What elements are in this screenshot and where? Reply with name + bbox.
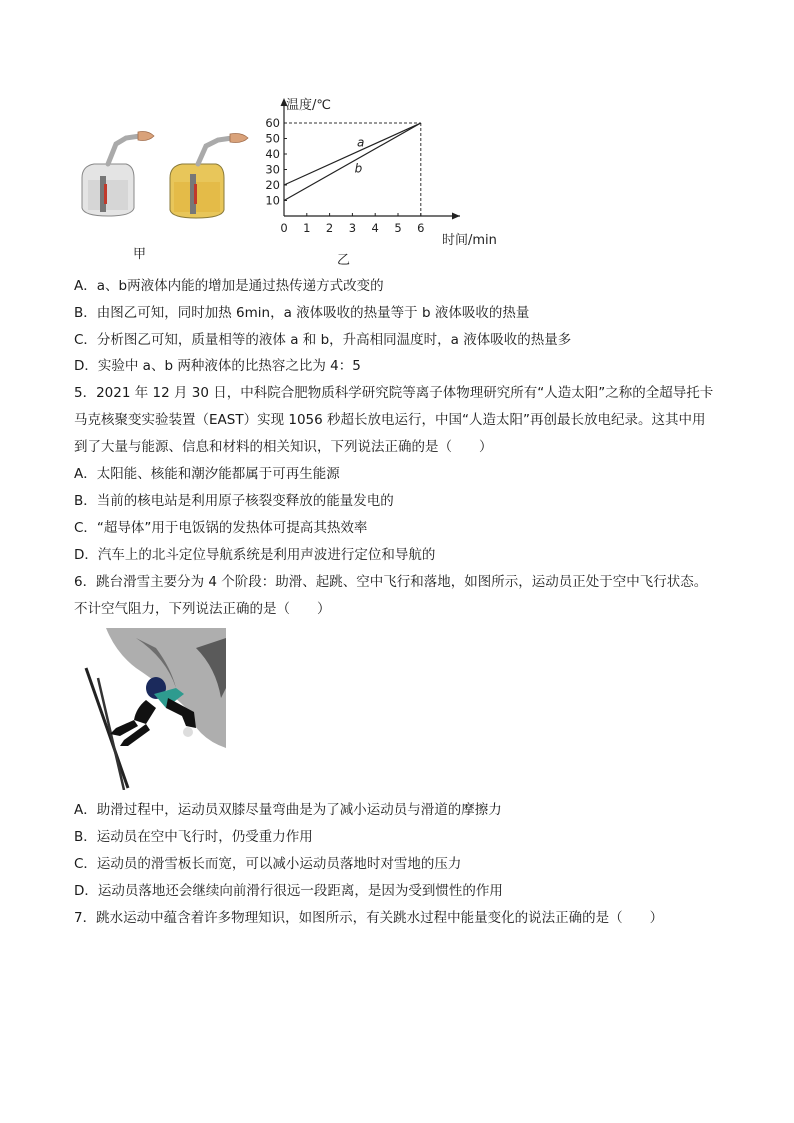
y-tick-label: 30 bbox=[265, 162, 280, 177]
x-axis-label: 时间/min bbox=[442, 233, 497, 248]
q5-option-b: B．当前的核电站是利用原子核裂变释放的能量发电的 bbox=[74, 493, 394, 509]
q6-option-b: B．运动员在空中飞行时，仍受重力作用 bbox=[74, 829, 313, 845]
figure-yi-caption: 乙 bbox=[337, 253, 351, 268]
q4-option-a: A．a、b两液体内能的增加是通过热传递方式改变的 bbox=[74, 278, 384, 294]
y-tick-label: 10 bbox=[265, 193, 280, 208]
x-tick-label: 5 bbox=[394, 221, 402, 235]
ski-jumper-illustration bbox=[76, 628, 226, 790]
series-line-b bbox=[284, 123, 421, 201]
q7-stem-line-1: 7．跳水运动中蕴含着许多物理知识，如图所示，有关跳水过程中能量变化的说法正确的是（ ） bbox=[74, 910, 664, 926]
q4-option-d: D．实验中 a、b 两种液体的比热容之比为 4：5 bbox=[74, 358, 361, 374]
q5-stem-line-2: 马克核聚变实验装置（EAST）实现 1056 秒超长放电运行，中国“人造太阳”再创最长放电纪录。这其中用 bbox=[74, 412, 706, 428]
q5-stem-line-3: 到了大量与能源、信息和材料的相关知识，下列说法正确的是（ ） bbox=[74, 439, 493, 455]
q6-stem-line-2: 不计空气阻力，下列说法正确的是（ ） bbox=[74, 601, 331, 617]
y-tick-label: 50 bbox=[265, 131, 280, 146]
beaker-illustration bbox=[78, 118, 258, 228]
x-axis-arrow bbox=[452, 213, 460, 220]
x-tick-label: 1 bbox=[303, 221, 311, 235]
temperature-time-chart bbox=[252, 92, 512, 272]
q6-stem-line-1: 6．跳台滑雪主要分为 4 个阶段：助滑、起跳、空中飞行和落地，如图所示，运动员正处于空中飞行状态。 bbox=[74, 574, 708, 590]
figure-yi-chart bbox=[252, 92, 512, 272]
q5-stem-line-1: 5．2021 年 12 月 30 日，中科院合肥物质科学研究院等离子体物理研究所有“人造太阳”之称的全超导托卡 bbox=[74, 385, 714, 401]
q6-option-a: A．助滑过程中，运动员双膝尽量弯曲是为了减小运动员与滑道的摩擦力 bbox=[74, 802, 502, 818]
q6-option-c: C．运动员的滑雪板长而宽，可以减小运动员落地时对雪地的压力 bbox=[74, 856, 462, 872]
x-tick-label: 3 bbox=[348, 221, 357, 235]
q4-option-c: C．分析图乙可知，质量相等的液体 a 和 b，升高相同温度时，a 液体吸收的热量多 bbox=[74, 332, 572, 348]
series-line-a bbox=[284, 123, 421, 185]
x-tick-label: 2 bbox=[325, 221, 334, 235]
x-tick-label: 4 bbox=[371, 221, 379, 235]
y-tick-label: 60 bbox=[265, 116, 280, 130]
series-label-b: b bbox=[354, 161, 363, 176]
q5-option-a: A．太阳能、核能和潮汐能都属于可再生能源 bbox=[74, 466, 340, 482]
series-label-a: a bbox=[356, 135, 365, 150]
q5-option-c: C．“超导体”用于电饭锅的发热体可提高其热效率 bbox=[74, 520, 368, 536]
figure-jia-caption: 甲 bbox=[133, 247, 147, 262]
y-axis-label: 温度/℃ bbox=[286, 98, 331, 113]
y-tick-label: 40 bbox=[265, 147, 280, 161]
y-tick-label: 20 bbox=[265, 178, 280, 192]
x-tick-label: 0 bbox=[280, 221, 288, 235]
q6-option-d: D．运动员落地还会继续向前滑行很远一段距离，是因为受到惯性的作用 bbox=[74, 883, 503, 899]
figure-jia-heating-apparatus bbox=[78, 118, 258, 228]
q4-option-b: B．由图乙可知，同时加热 6min，a 液体吸收的热量等于 b 液体吸收的热量 bbox=[74, 305, 530, 321]
ski-jumper-photo bbox=[76, 628, 226, 790]
q5-option-d: D．汽车上的北斗定位导航系统是利用声波进行定位和导航的 bbox=[74, 547, 436, 563]
x-tick-label: 6 bbox=[417, 221, 425, 235]
